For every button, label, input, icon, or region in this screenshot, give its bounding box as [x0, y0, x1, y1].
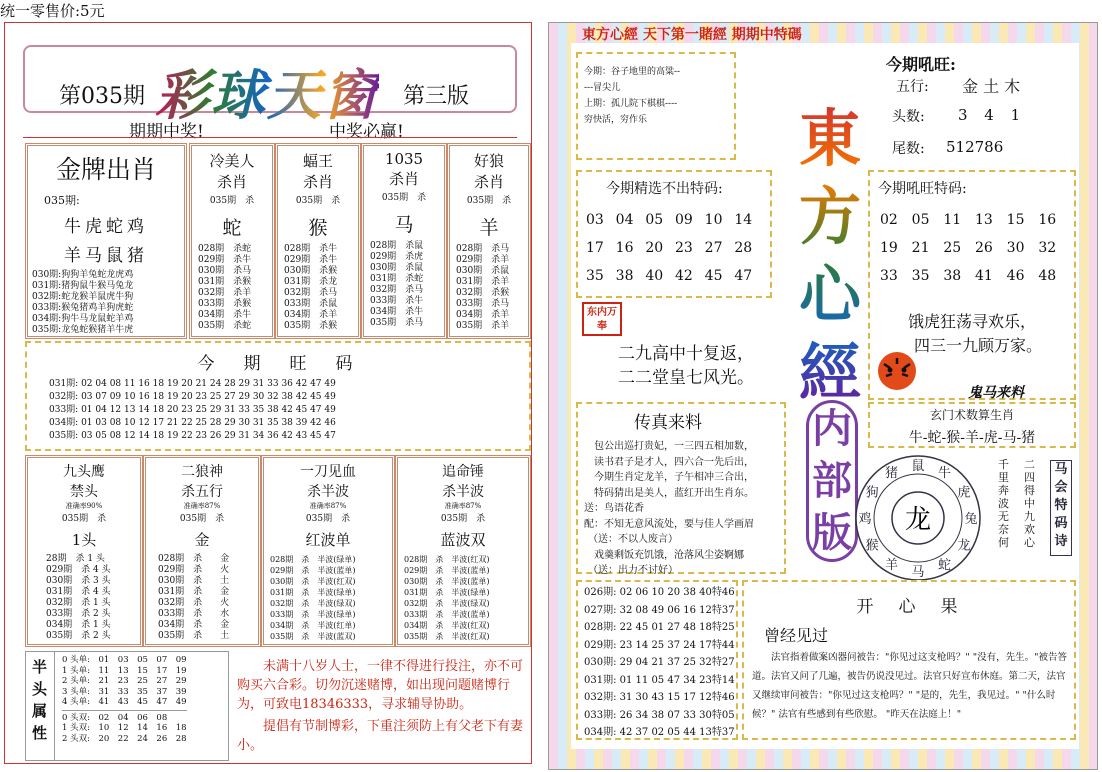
history-row: 028期 杀牛 — [284, 244, 338, 254]
history-row: 034期:狗牛马龙鼠蛇羊鸡 — [32, 314, 134, 324]
number-cell: 14 — [734, 212, 753, 228]
riddle-lines — [584, 64, 728, 128]
chuanzhen-line: 送：鸟语花香 — [584, 503, 644, 514]
history-row: 034期 杀 金 — [158, 620, 230, 630]
history-row: 028期 杀 半波(红双) — [404, 555, 490, 564]
pred-accuracy: 准确率90% — [65, 502, 103, 510]
half-row: 1 头双: 10 12 14 16 18 — [62, 723, 187, 733]
kill-sub: 035期 杀 — [466, 196, 512, 206]
history-row: 028期 杀 半波(绿单) — [270, 555, 356, 564]
history-row: 027期: 32 08 49 06 16 12特37 — [584, 604, 735, 616]
history-row: 028期 杀 金 — [158, 554, 230, 564]
main-title: 彩球天窗 — [155, 53, 379, 130]
kill-sub: 035期 杀 — [295, 196, 341, 206]
wang-row: 033期: 01 04 12 13 14 18 20 23 25 29 31 33 35 38 42 45 47 49 — [49, 405, 336, 415]
poem-1 — [596, 342, 776, 390]
notice-text-2: 提倡有节制博彩，下重注须防上有父老下有妻小。 — [237, 719, 524, 753]
number-cell: 02 — [880, 212, 898, 228]
wang-row: 031期: 02 04 08 11 16 18 19 20 21 24 28 29 31 33 36 42 47 49 — [49, 379, 336, 389]
history-row: 030期 杀猴 — [284, 266, 338, 276]
history-row: 032期 杀 火 — [158, 598, 230, 608]
price-line: 统一零售价:5元 — [0, 2, 105, 20]
kill-answer: 蛇 — [222, 217, 242, 239]
history-row: 034期 杀羊 — [284, 310, 338, 320]
history-row: 031期 杀蛇 — [370, 274, 424, 284]
pred-title: 追命锤 — [442, 464, 484, 480]
history-row: 032期: 31 30 43 15 17 12特46 — [584, 692, 735, 703]
history-row: 033期 杀 半波(绿单) — [270, 610, 356, 619]
history-row: 033期 杀 2 头 — [46, 609, 111, 619]
pred-sub: 035期 杀 — [179, 514, 225, 524]
chuanzhen-line: 读书君子是才人，四六合一先后出， — [594, 456, 754, 468]
stamp-seal: 东内万奉 — [582, 302, 622, 336]
number-cell: 40 — [645, 268, 664, 284]
history-row: 035期 杀 半波(红双) — [404, 632, 490, 641]
history-row: 034期 杀 半波(红双) — [404, 621, 490, 630]
history-row: 032期 杀猴 — [456, 288, 510, 298]
half-row: 0 头双: 02 04 06 08 — [62, 712, 168, 723]
chuanzhen-line: 今期生肖定龙羊，子午相冲三合出， — [594, 472, 754, 483]
chuanzhen-lines — [584, 439, 784, 579]
kill-history — [284, 244, 358, 332]
history-row: 034期 杀 1 头 — [46, 620, 111, 630]
history-row: 034期 杀 半波(红单) — [270, 621, 356, 630]
number-cell: 26 — [974, 240, 993, 256]
history-row: 031期: 01 11 05 47 34 23特14 — [584, 674, 735, 686]
pred-history — [158, 554, 258, 642]
kill-title: 冷美人 — [209, 152, 255, 170]
half-row: 3 头单: 31 33 35 37 39 — [62, 686, 187, 697]
pred-title: 一刀见血 — [300, 464, 356, 480]
number-cell: 03 — [586, 212, 604, 228]
chuanzhen-line: （送：不以人废言） — [588, 534, 678, 545]
wheel-zodiac: 猴 — [865, 538, 879, 554]
riddle-line: 穷快活，穷作乐 — [584, 115, 648, 125]
history-row: 032期 杀马 — [370, 285, 424, 295]
half-head-box — [25, 651, 229, 761]
history-row: 033期 杀 水 — [158, 609, 230, 619]
chuanzhen-line: （送：出力不讨好） — [588, 565, 678, 576]
history-row: 030期 杀鼠 — [456, 266, 510, 276]
history-row: 033期 杀马 — [456, 299, 510, 309]
tou-value: 3 4 1 — [958, 106, 1027, 124]
vertical-poem-3: 马会特码诗 — [1050, 460, 1072, 556]
number-cell: 09 — [674, 212, 693, 228]
history-row: 029期 杀牛 — [198, 255, 252, 265]
number-cell: 35 — [911, 268, 930, 284]
history-row: 034期 杀牛 — [370, 307, 424, 317]
history-row: 031期:猪狗鼠牛猴马兔龙 — [32, 281, 134, 291]
jingxuan-grid — [586, 212, 764, 284]
jingxuan-title: 今期精选不出特码: — [606, 181, 723, 197]
kill-answer: 羊 — [479, 217, 499, 239]
poem-line: 二二堂皇七风光。 — [618, 368, 754, 388]
pred-answer: 1头 — [71, 531, 97, 549]
right-header: 東方心經 天下第一賭經 期期中特碼 — [582, 27, 802, 43]
wheel-zodiac: 马 — [911, 565, 925, 580]
wuxing-label: 五行: — [896, 79, 929, 95]
history-row: 035期 杀蛇 — [198, 321, 252, 331]
wang-row: 035期: 03 05 08 12 14 18 19 22 23 26 29 31 34 36 42 43 45 47 — [49, 431, 336, 441]
number-cell: 16 — [615, 240, 634, 256]
history-row: 031期 杀 金 — [158, 587, 230, 597]
history-row: 028期 杀鼠 — [370, 241, 424, 251]
slogan-right: 中奖必赢! — [329, 122, 404, 142]
number-cell: 30 — [1006, 240, 1025, 256]
kill-title: 1035 — [384, 150, 424, 168]
xuanmen-title: 玄门术数算生肖 — [929, 408, 1014, 422]
history-row: 030期 杀 半波(红双) — [270, 577, 356, 586]
kaixin-box — [742, 580, 1076, 740]
number-cell: 25 — [943, 240, 962, 256]
pred-accuracy: 准确率87% — [444, 502, 482, 510]
history-row: 028期 杀马 — [456, 244, 510, 254]
number-cell: 15 — [1006, 212, 1025, 228]
number-cell: 35 — [586, 268, 604, 284]
wheel-zodiac: 狗 — [865, 485, 879, 501]
wheel-zodiac: 羊 — [884, 557, 899, 573]
history-row: 032期 杀 1 头 — [46, 598, 111, 608]
history-row: 035期 杀 半波(蓝双) — [270, 632, 356, 641]
history-row: 031期 杀 4 头 — [46, 587, 111, 597]
pred-sub: 035期 杀 — [440, 514, 486, 524]
wheel-zodiac: 牛 — [937, 466, 952, 482]
half-row: 2 头单: 21 23 25 27 29 — [62, 676, 187, 686]
riddle-line: ---冒尖儿 — [584, 83, 621, 93]
pred-title2: 禁头 — [70, 484, 98, 500]
wheel-center: 龙 — [904, 505, 932, 535]
pred-title2: 杀半波 — [442, 484, 484, 500]
wheel-zodiac: 猪 — [884, 466, 899, 482]
history-row: 033期 杀牛 — [370, 296, 424, 306]
history-row: 029期 杀 火 — [158, 565, 230, 575]
gold-issue: 035期: — [44, 194, 80, 207]
number-cell: 04 — [615, 212, 634, 228]
number-cell: 45 — [704, 268, 723, 284]
number-cell: 20 — [645, 240, 664, 256]
pred-answer: 蓝波双 — [440, 531, 486, 549]
history-row: 033期 杀鼠 — [284, 299, 338, 309]
houwang-title: 今期吼旺特码: — [878, 181, 967, 197]
pred-box-1 — [25, 455, 143, 647]
pred-box-4 — [395, 455, 531, 647]
poem-line: 饿虎狂荡寻欢乐， — [907, 312, 1036, 331]
history-row: 028期: 22 45 01 27 48 18特25 — [584, 622, 735, 633]
left-page — [4, 22, 532, 764]
history-row: 030期 杀 半波(蓝单) — [404, 577, 490, 586]
pred-box-2 — [143, 455, 261, 647]
half-row: 1 头单: 11 13 15 17 19 — [62, 665, 187, 676]
history-row: 031期 杀 半波(绿单) — [270, 588, 356, 597]
history-row: 030期:狗狗羊兔蛇龙虎鸡 — [32, 270, 134, 280]
vertical-poem-1: 千里奔波无奈何 — [998, 458, 1009, 549]
number-cell: 05 — [645, 212, 664, 228]
wang-row: 032期: 03 07 09 10 16 18 19 20 23 25 27 29 30 32 38 42 45 49 — [49, 392, 336, 402]
chuanzhen-line: 戏羹剩饭充饥饿，沧落风尘姿婀娜 — [584, 549, 744, 561]
kaixin-title: 开 心 果 — [856, 597, 962, 617]
number-cell: 41 — [974, 268, 993, 284]
divider — [54, 652, 55, 760]
number-cell: 16 — [1038, 212, 1057, 228]
history-row: 028期 杀蛇 — [198, 244, 252, 254]
kill-title2: 杀肖 — [216, 173, 247, 191]
history-row: 031期 杀龙 — [284, 277, 338, 287]
issue-number: 第035期 — [59, 84, 145, 109]
history-box — [576, 580, 738, 740]
pred-box-3 — [261, 455, 395, 647]
divider — [23, 137, 517, 138]
number-cell: 10 — [704, 212, 723, 228]
chuanzhen-line: 包公出巡打贵妃，一三四五相加数， — [594, 441, 754, 452]
half-head-label: 半头属性 — [32, 658, 48, 742]
history-row: 026期: 02 06 10 20 38 40特46 — [584, 587, 735, 598]
history-row: 035期 杀羊 — [456, 321, 510, 331]
pred-title: 二狼神 — [181, 464, 223, 480]
history-row: 034期 杀羊 — [456, 310, 510, 320]
history-row: 030期 杀 土 — [158, 576, 230, 586]
number-cell: 38 — [615, 268, 634, 284]
kill-answer: 马 — [394, 214, 414, 236]
history-row: 030期 杀 3 头 — [46, 576, 111, 586]
pred-history — [270, 554, 392, 642]
number-cell: 11 — [943, 212, 962, 228]
riddle-box — [576, 52, 736, 160]
wang-row: 034期: 01 03 08 10 12 17 21 22 25 28 29 30 31 35 38 39 42 46 — [49, 418, 336, 428]
kill-title2: 杀肖 — [473, 173, 504, 191]
history-row: 032期 杀羊 — [198, 288, 252, 298]
kill-sub: 035期 杀 — [209, 196, 255, 206]
wheel-zodiac: 鼠 — [911, 459, 925, 474]
gold-line1: 牛虎蛇鸡 — [64, 217, 148, 237]
guima-label: 鬼马来料 — [968, 385, 1024, 401]
history-lines — [584, 584, 736, 742]
wei-label: 尾数: — [892, 141, 925, 157]
vertical-poem-2: 二四得中九欢心 — [1024, 458, 1035, 549]
kill-title: 蝠王 — [302, 152, 333, 170]
kill-title2: 杀肖 — [302, 173, 333, 191]
wheel-zodiac: 蛇 — [937, 557, 952, 573]
history-row: 035期 杀 土 — [158, 631, 230, 641]
number-cell: 47 — [734, 268, 753, 284]
history-row: 033期 杀猴 — [198, 299, 252, 309]
gold-line2: 羊马鼠猪 — [64, 246, 148, 266]
wheel-zodiac: 鸡 — [858, 512, 872, 527]
number-cell: 38 — [943, 268, 962, 284]
history-row: 032期 杀 半波(绿双) — [270, 599, 356, 608]
notice-text: 未满十八岁人士，一律不得进行投注，亦不可购买六合彩。切勿沉迷赌博，如出现问题赌博行为，可致电18346333，寻求辅导协助。 — [237, 659, 524, 712]
history-row: 035期 杀猴 — [284, 321, 338, 331]
history-row: 029期 杀 4 头 — [46, 565, 111, 575]
history-row: 031期 杀 半波(绿单) — [404, 588, 490, 597]
xuanmen-box — [868, 402, 1076, 448]
history-row: 035期 杀马 — [370, 318, 424, 328]
tiger-icon — [874, 350, 920, 392]
history-row: 031期 杀猴 — [198, 277, 252, 287]
pred-accuracy: 准确率87% — [183, 502, 221, 510]
kill-box-3 — [361, 143, 447, 339]
half-row: 0 头单: 01 03 05 07 09 — [62, 655, 187, 665]
history-row: 031期 杀羊 — [456, 277, 510, 287]
number-cell: 19 — [880, 240, 898, 256]
kill-box-1 — [189, 143, 275, 339]
number-cell: 46 — [1006, 268, 1025, 284]
history-row: 032期 杀马 — [284, 288, 338, 298]
history-row: 030期 杀马 — [198, 266, 252, 276]
number-cell: 05 — [911, 212, 930, 228]
half-head-rows — [62, 655, 187, 744]
kill-history — [456, 244, 528, 332]
number-cell: 17 — [586, 240, 604, 256]
number-cell: 48 — [1038, 268, 1057, 284]
vertical-title: 東方心經 — [798, 100, 862, 412]
pred-title: 九头鹰 — [63, 464, 105, 480]
half-row: 2 头双: 20 22 24 26 28 — [62, 733, 187, 744]
wheel-zodiac: 兔 — [964, 512, 978, 527]
history-row: 029期 杀虎 — [370, 252, 424, 262]
number-cell: 32 — [1038, 240, 1057, 256]
riddle-line: 上期：孤儿院下棋棋---- — [584, 99, 678, 109]
wang-title: 今 期 旺 码 — [197, 354, 359, 374]
history-row: 030期 杀鼠 — [370, 263, 424, 273]
history-row: 030期: 29 04 21 37 25 32特27 — [584, 657, 735, 668]
jingxuan-box — [576, 170, 772, 298]
kill-box-4 — [447, 143, 531, 339]
chuanzhen-box — [576, 402, 786, 574]
kaixin-text: 法官指着做案凶器问被告："你见过这支枪吗？" "没有，先生。"被告答道。法官又问了几遍，被告仍说没见过。法官只好宣布休庭。第二天，法官又继续审问被告："你见过这支枪吗？" "是的，先生，我见过。" "什么时候？" 法官有些感到有些欣慰。 "昨天在法庭上！" — [752, 652, 1067, 720]
history-row: 029期 杀牛 — [284, 255, 338, 265]
number-cell: 13 — [974, 212, 993, 228]
history-row: 035期 杀 2 头 — [46, 631, 111, 641]
wei-value: 512786 — [946, 138, 1004, 156]
kill-sub: 035期 杀 — [381, 193, 427, 203]
kaixin-subtitle: 曾经见过 — [764, 626, 829, 645]
number-cell: 23 — [674, 240, 693, 256]
history-row: 032期 杀 半波(绿双) — [404, 599, 490, 608]
history-row: 034期: 42 37 02 05 44 13特37 — [584, 727, 735, 738]
wuxing-value: 金 土 木 — [962, 77, 1021, 96]
zodiac-wheel — [852, 452, 984, 584]
history-row: 033期: 26 34 38 07 33 30特05 — [584, 709, 735, 721]
history-row: 029期 杀羊 — [456, 255, 510, 265]
poem-line: 二九高中十复返， — [618, 344, 754, 364]
chuanzhen-title: 传真来料 — [634, 413, 702, 433]
pred-accuracy: 准确率87% — [309, 502, 347, 510]
gold-box — [25, 143, 187, 339]
number-cell: 42 — [674, 268, 693, 284]
history-row: 28期 杀 1 头 — [46, 554, 105, 564]
number-cell: 33 — [880, 268, 898, 284]
pred-history — [46, 554, 140, 642]
tou-label: 头数: — [892, 109, 925, 125]
slogan-left: 期期中奖! — [129, 122, 204, 142]
wang-box — [25, 341, 531, 451]
number-cell: 28 — [734, 240, 753, 256]
kill-box-2 — [275, 143, 361, 339]
history-row: 033期:猴兔猪鸡羊狗虎蛇 — [32, 303, 134, 313]
history-row: 033期 杀 半波(蓝单) — [404, 610, 490, 619]
edition-label: 第三版 — [403, 84, 470, 109]
chuanzhen-line: 配：不知无意风流处，要与佳人学画眉 — [584, 518, 754, 530]
kill-title: 好狼 — [473, 152, 504, 170]
divider — [62, 710, 187, 711]
kill-history — [198, 244, 272, 332]
pred-history — [404, 554, 528, 642]
pred-title2: 杀半波 — [307, 484, 349, 500]
xuanmen-line: 牛-蛇-猴-羊-虎-马-猪 — [908, 430, 1036, 446]
wheel-zodiac: 龙 — [957, 538, 971, 554]
pred-sub: 035期 杀 — [61, 514, 107, 524]
history-row: 032期:蛇龙猴羊鼠虎牛狗 — [32, 292, 134, 302]
kill-answer: 猴 — [308, 217, 328, 239]
kill-history — [370, 241, 444, 329]
pred-answer: 红波单 — [305, 531, 351, 549]
hou-title: 今期吼旺: — [886, 55, 956, 74]
kill-title2: 杀肖 — [388, 170, 419, 188]
pred-answer: 金 — [194, 531, 210, 549]
vertical-subtitle: 内部版 — [806, 400, 858, 562]
wheel-zodiac: 虎 — [957, 485, 971, 501]
history-row: 034期 杀牛 — [198, 310, 252, 320]
chuanzhen-line: 特码猜出是美人，蓝红开出生肖东。 — [594, 487, 754, 499]
poem-line: 四三一九顾万家。 — [913, 336, 1042, 355]
history-row: 035期:龙兔蛇猴猪羊牛虎 — [32, 325, 134, 335]
pred-sub: 035期 杀 — [305, 514, 351, 524]
half-row: 4 头单: 41 43 45 47 49 — [62, 697, 187, 707]
history-row: 029期: 23 14 25 37 24 17特44 — [584, 639, 735, 651]
history-row: 029期 杀 半波(蓝单) — [270, 566, 356, 575]
wang-rows — [49, 378, 529, 443]
riddle-line: 今期：谷子地里的高粱-- — [584, 67, 681, 77]
history-row: 029期 杀 半波(蓝单) — [404, 566, 490, 575]
number-cell: 27 — [704, 240, 723, 256]
houwang-grid — [880, 212, 1070, 284]
number-cell: 21 — [911, 240, 930, 256]
pred-title2: 杀五行 — [181, 484, 223, 500]
gold-history — [32, 270, 184, 336]
gold-title: 金牌出肖 — [55, 155, 156, 184]
